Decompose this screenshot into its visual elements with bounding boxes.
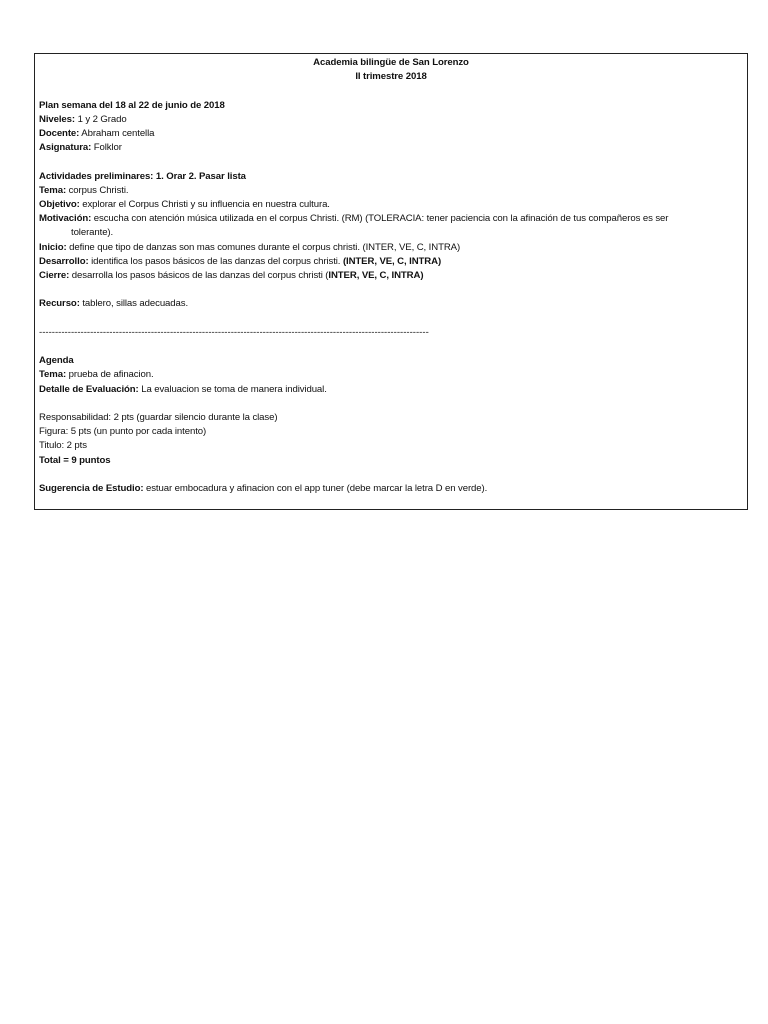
development-tags: (INTER, VE, C, INTRA): [342, 255, 442, 267]
evaluation-value: La evaluacion se toma de manera individual.: [138, 383, 327, 395]
suggestion-line: [39, 482, 743, 496]
spacer: [39, 340, 743, 354]
divider-line: --------------------------------------------------------------------------------------------------------------------------: [39, 326, 429, 338]
motivation-value: escucha con atención música utilizada en el corpus Christi. (RM) (TOLERACIA: tener paciencia con la afinación de tus compañeros es ser: [91, 213, 669, 225]
resource-label: Recurso:: [39, 298, 80, 310]
plan-week: Plan semana del 18 al 22 de junio de 2018: [39, 99, 225, 111]
topic-line: [39, 184, 743, 198]
agenda-topic-value: prueba de afinacion.: [66, 369, 154, 381]
responsibility-score: Responsabilidad: 2 pts (guardar silencio durante la clase): [39, 411, 278, 423]
subject-label: Asignatura:: [39, 142, 92, 154]
levels-value: 1 y 2 Grado: [75, 113, 127, 125]
teacher-line: [39, 127, 743, 141]
spacer: [39, 312, 743, 326]
motivation-continuation: tolerante).: [71, 227, 114, 239]
start-value: define que tipo de danzas son mas comunes durante el corpus christi. (INTER, VE, C, INTRA): [66, 241, 461, 253]
spacer: [39, 283, 743, 297]
figure-score: Figura: 5 pts (un punto por cada intento): [39, 426, 207, 438]
development-line: [39, 255, 743, 269]
development-label: Desarrollo:: [39, 255, 89, 267]
agenda-title: Agenda: [39, 355, 74, 367]
subject-line: [39, 141, 743, 155]
evaluation-line: [39, 383, 743, 397]
closing-tags: INTER, VE, C, INTRA): [328, 270, 424, 282]
teacher-value: Abraham centella: [79, 128, 155, 139]
resource-line: [39, 297, 743, 311]
closing-value: desarrolla los pasos básicos de las danzas del corpus christi (: [69, 270, 329, 282]
start-line: [39, 241, 743, 255]
objective-value: explorar el Corpus Christi y su influencia en nuestra cultura.: [79, 199, 330, 210]
teacher-label: Docente:: [39, 128, 80, 139]
school-name: Academia bilingüe de San Lorenzo: [313, 57, 469, 68]
objective-label: Objetivo:: [39, 199, 80, 210]
start-label: Inicio:: [39, 241, 67, 253]
suggestion-value: estuar embocadura y afinacion con el app tuner (debe marcar la letra D en verde).: [143, 482, 488, 494]
title-score: Titulo: 2 pts: [39, 440, 87, 452]
total-score: Total = 9 puntos: [39, 454, 111, 466]
motivation-label: Motivación:: [39, 213, 92, 225]
topic-value: corpus Christi.: [66, 184, 129, 196]
motivation-line: [39, 212, 743, 226]
agenda-topic-line: [39, 368, 743, 382]
topic-label: Tema:: [39, 184, 67, 196]
suggestion-label: Sugerencia de Estudio:: [39, 482, 144, 494]
spacer: [39, 468, 743, 482]
spacer: [39, 84, 743, 98]
term-title: II trimestre 2018: [355, 71, 427, 83]
preliminary-activities: Actividades preliminares: 1. Orar 2. Pasar lista: [39, 170, 246, 182]
levels-line: [39, 113, 743, 127]
levels-label: Niveles:: [39, 113, 75, 125]
lesson-plan-box: [34, 53, 748, 510]
development-value: identifica los pasos básicos de las danzas del corpus christi.: [88, 255, 343, 267]
agenda-topic-label: Tema:: [39, 369, 67, 381]
subject-value: Folklor: [91, 142, 122, 154]
resource-value: tablero, sillas adecuadas.: [79, 298, 189, 310]
closing-line: [39, 269, 743, 283]
spacer: [39, 397, 743, 411]
closing-label: Cierre:: [39, 270, 70, 282]
evaluation-label: Detalle de Evaluación:: [39, 383, 139, 395]
objective-line: [39, 198, 743, 212]
spacer: [39, 155, 743, 169]
